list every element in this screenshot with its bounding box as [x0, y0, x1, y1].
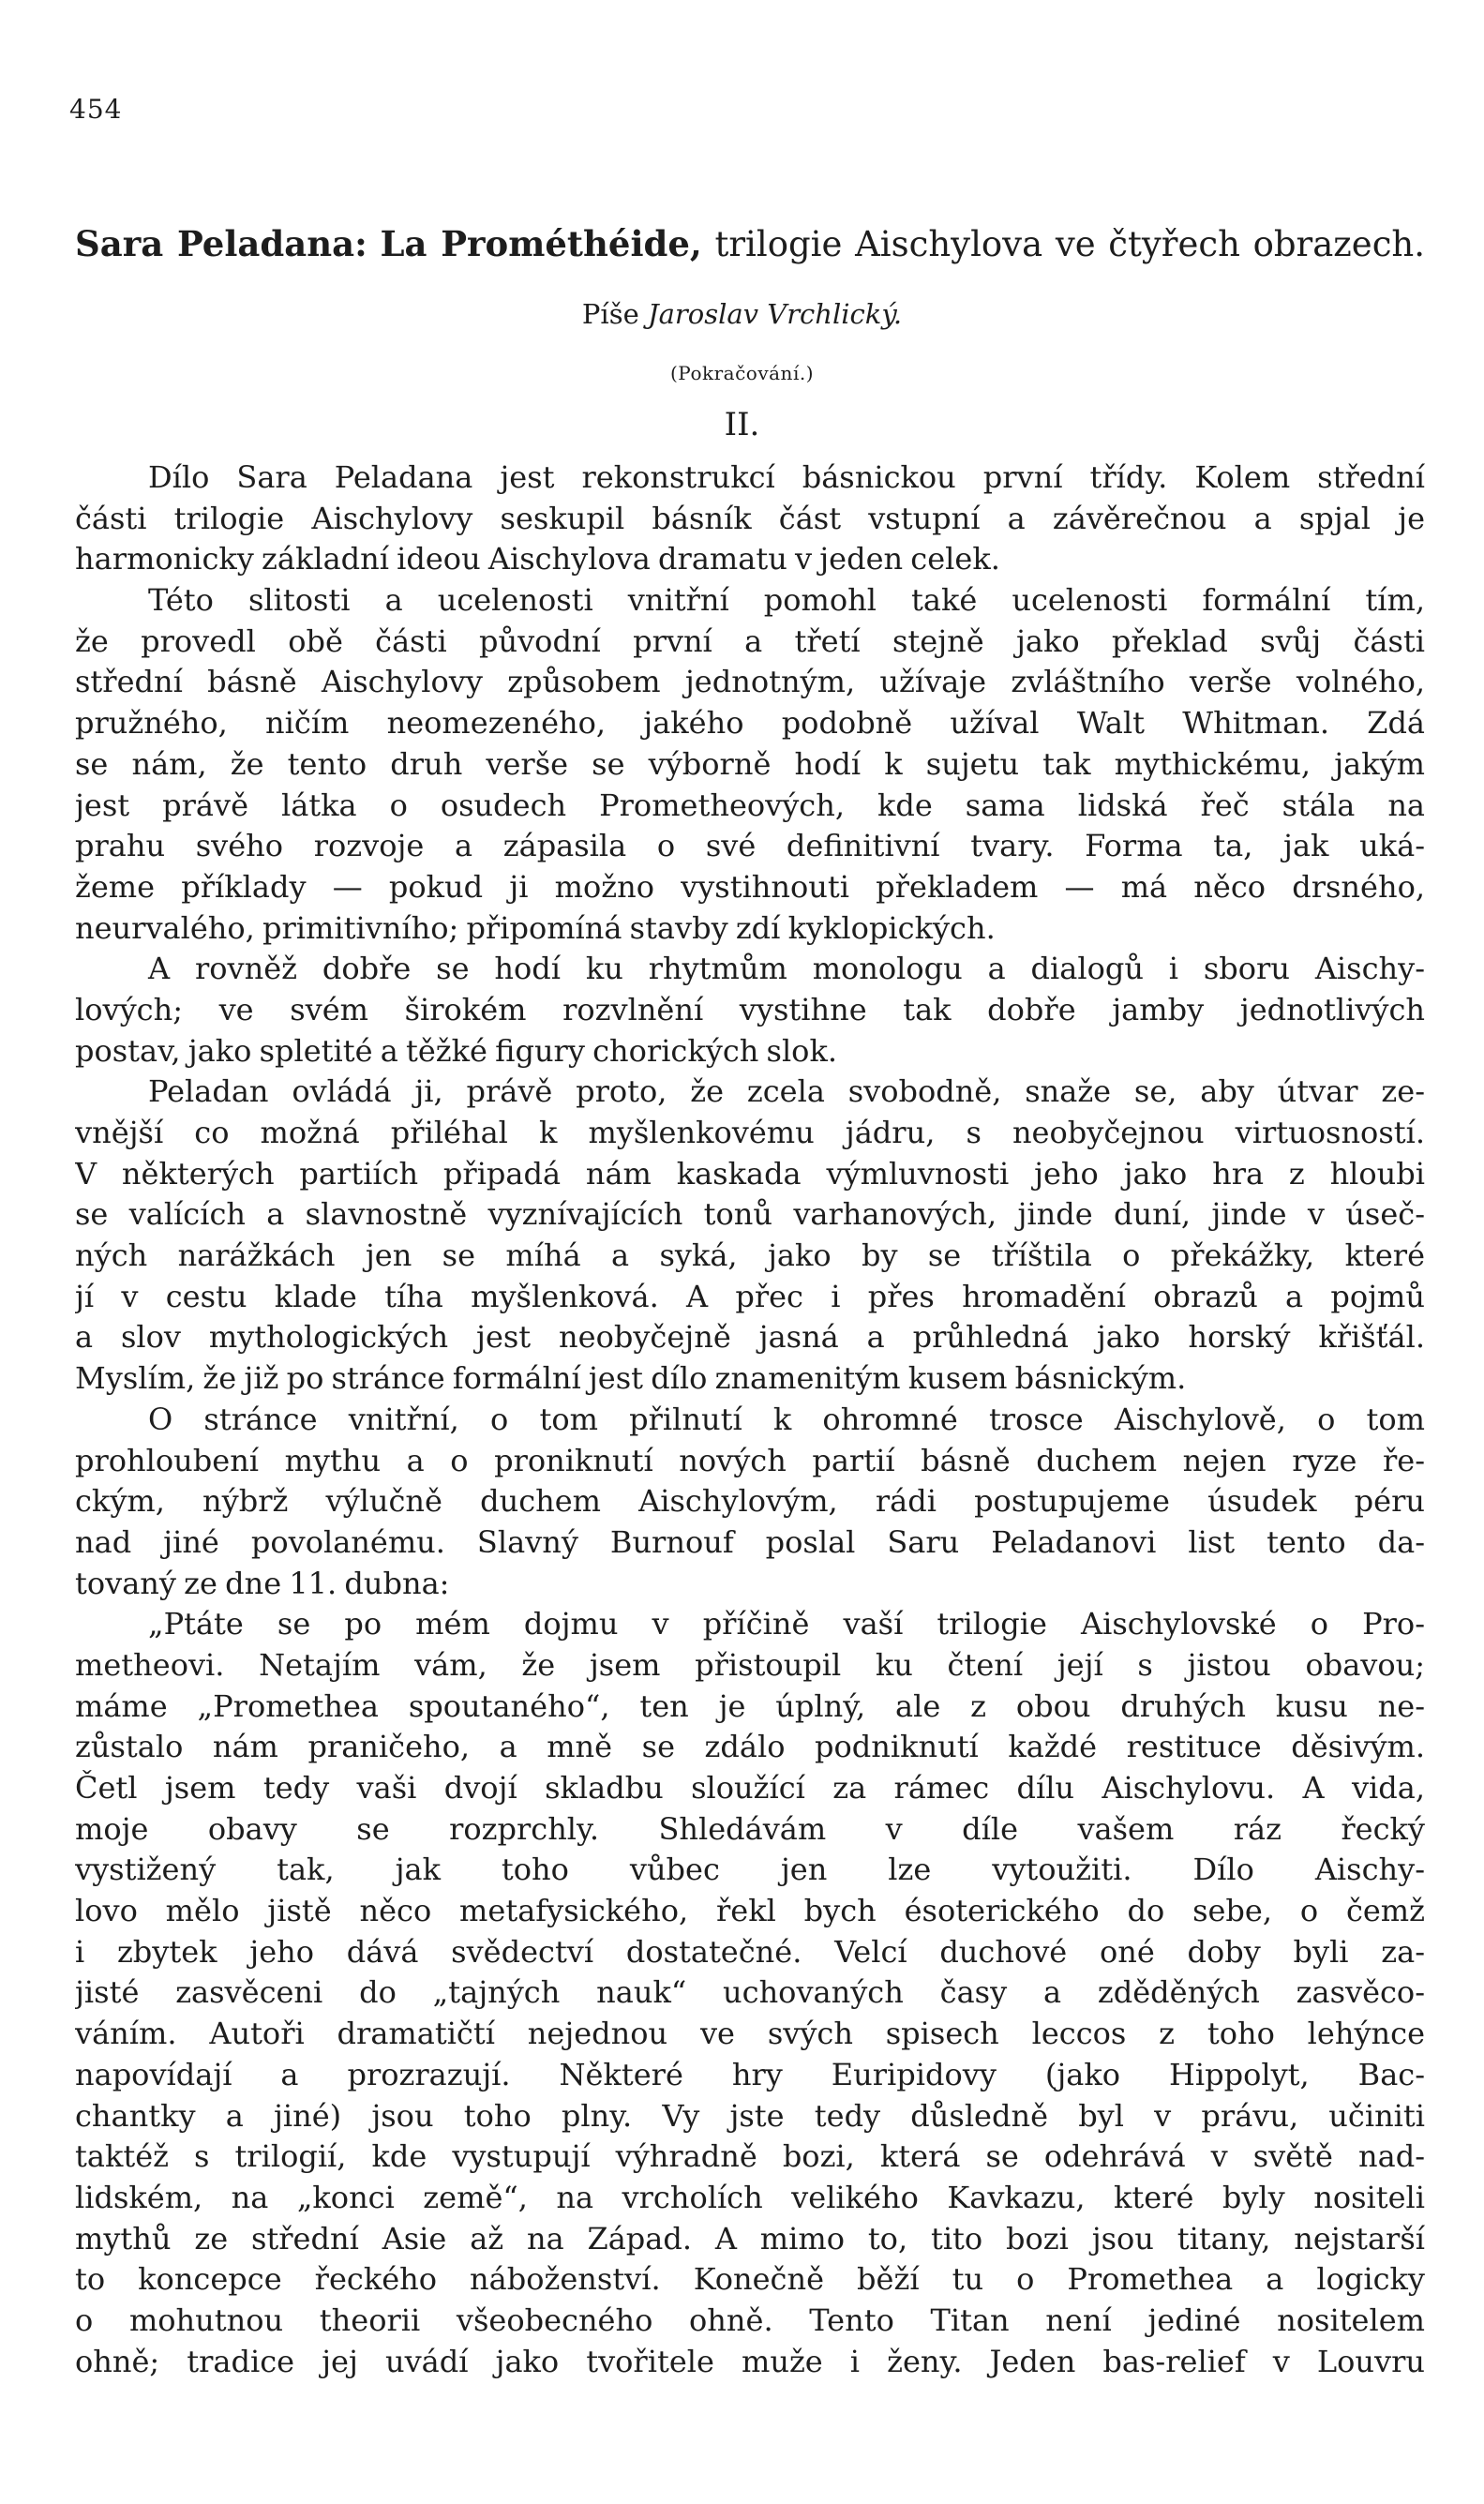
- text-line: zůstalo nám praničeho, a mně se zdálo podniknutí každé restituce děsivým.: [75, 1729, 1425, 1765]
- text-line: prahu svého rozvoje a zápasila o své definitivní tvary. Forma ta, jak uká-: [75, 828, 1425, 864]
- text-line: váním. Autoři dramatičtí nejednou ve svých spisech leccos z toho lehýnce: [75, 2016, 1425, 2052]
- text-line: V některých partiích připadá nám kaskada výmluvnosti jeho jako hra z hloubi: [75, 1155, 1425, 1192]
- text-line: máme „Promethea spoutaného“, ten je úplný, ale z obou druhých kusu ne-: [75, 1687, 1425, 1724]
- text-line: neurvalého, primitivního; připomíná stavby zdí kyklopických.: [75, 909, 996, 946]
- page-number: 454: [69, 94, 123, 125]
- text-line: lových; ve svém širokém rozvlnění vystihne tak dobře jamby jednotlivých: [75, 991, 1425, 1027]
- title-separator: :: [354, 223, 367, 264]
- text-line: Myslím, že již po stránce formální jest dílo znamenitým kusem básnickým.: [75, 1360, 1187, 1397]
- text-line: o mohutnou theorii všeobecného ohně. Tento Titan není jediné nositelem: [75, 2302, 1425, 2338]
- text-line: a slov mythologických jest neobyčejně jasná a průhledná jako horský křišťál.: [75, 1319, 1425, 1356]
- text-line: A rovněž dobře se hodí ku rhytmům monologu a dialogů i sboru Aischy-: [148, 951, 1425, 987]
- text-line: lovo mělo jistě něco metafysického, řekl bych ésoterického do sebe, o čemž: [75, 1893, 1425, 1929]
- text-line: žeme příklady — pokud ji možno vystihnouti překladem — má něco drsného,: [75, 868, 1425, 905]
- section-number: II.: [724, 406, 760, 443]
- text-line: ohně; tradice jej uvádí jako tvořitele muže i ženy. Jeden bas-relief v Louvru: [75, 2343, 1425, 2379]
- text-line: Četl jsem tedy vaši dvojí skladbu sloužící za rámec dílu Aischylovu. A vida,: [75, 1770, 1425, 1806]
- text-line: napovídají a prozrazují. Některé hry Euripidovy (jako Hippolyt, Bac-: [75, 2056, 1425, 2092]
- text-line: chantky a jiné) jsou toho plny. Vy jste tedy důsledně byl v právu, učiniti: [75, 2097, 1425, 2134]
- text-line: pružného, ničím neomezeného, jakého podobně užíval Walt Whitman. Zdá: [75, 705, 1425, 742]
- text-line: prohloubení mythu a o proniknutí nových partií básně duchem nejen ryze ře-: [75, 1442, 1425, 1478]
- text-line: ných narážkách jen se míhá a syká, jako by se tříštila o překážky, které: [75, 1237, 1425, 1274]
- article-body: [75, 457, 1425, 2382]
- text-line: i zbytek jeho dává svědectví dostatečné. Velcí duchové oné doby byli za-: [75, 1933, 1425, 1970]
- byline-prefix: Píše: [581, 298, 639, 330]
- text-line: vnější co možná přiléhal k myšlenkovému jádru, s neobyčejnou virtuosností.: [75, 1115, 1425, 1150]
- text-line: O stránce vnitřní, o tom přilnutí k ohromné trosce Aischylově, o tom: [148, 1401, 1425, 1437]
- text-line: nad jiné povolanému. Slavný Burnouf poslal Saru Peladanovi list tento da-: [75, 1523, 1425, 1560]
- text-line: střední básně Aischylovy způsobem jednotným, užívaje zvláštního verše volného,: [75, 664, 1425, 700]
- article-title: [75, 223, 1425, 264]
- text-line: jisté zasvěceni do „tajných nauk“ uchovaných časy a zděděných zasvěco-: [75, 1974, 1425, 2011]
- text-line: Této slitosti a ucelenosti vnitřní pomohl také ucelenosti formální tím,: [148, 582, 1425, 619]
- text-line: Peladan ovládá ji, právě proto, že zcela svobodně, snaže se, aby útvar ze-: [148, 1073, 1425, 1110]
- text-line: to koncepce řeckého náboženství. Konečně běží tu o Promethea a logicky: [75, 2261, 1425, 2298]
- text-line: tovaný ze dne 11. dubna:: [75, 1565, 450, 1601]
- byline-author: Jaroslav Vrchlický.: [647, 298, 903, 330]
- text-line: metheovi. Netajím vám, že jsem přistoupil ku čtení její s jistou obavou;: [75, 1646, 1425, 1683]
- text-line: harmonicky základní ideou Aischylova dramatu v jeden celek.: [75, 541, 1000, 577]
- text-line: se valících a slavnostně vyznívajících tonů varhanových, jinde duní, jinde v úseč-: [75, 1196, 1425, 1233]
- text-line: jí v cestu klade tíha myšlenková. A přec i přes hromadění obrazů a pojmů: [75, 1278, 1425, 1314]
- text-line: se nám, že tento druh verše se výborně hodí k sujetu tak mythickému, jakým: [75, 745, 1425, 782]
- byline: [0, 298, 1484, 330]
- text-line: taktéž s trilogií, kde vystupují výhradně bozi, která se odehrává v světě nad-: [75, 2138, 1425, 2175]
- title-author-name: Sara Peladana: [75, 223, 355, 264]
- title-work: La Prométhéide,: [380, 223, 702, 264]
- continuation-note: (Pokračování.): [670, 362, 814, 384]
- text-line: „Ptáte se po mém dojmu v příčině vaší trilogie Aischylovské o Pro-: [148, 1606, 1425, 1642]
- text-line: ckým, nýbrž výlučně duchem Aischylovým, rádi postupujeme úsudek péru: [75, 1483, 1425, 1520]
- text-line: lidském, na „konci země“, na vrcholích velikého Kavkazu, které byly nositeli: [75, 2179, 1425, 2215]
- text-line: postav, jako spletité a těžké figury chorických slok.: [75, 1032, 837, 1069]
- text-line: mythů ze střední Asie až na Západ. A mimo to, tito bozi jsou titany, nejstarší: [75, 2220, 1425, 2257]
- text-line: moje obavy se rozprchly. Shledávám v díle vašem ráz řecký: [75, 1810, 1425, 1847]
- text-line: části trilogie Aischylovy seskupil básník část vstupní a závěrečnou a spjal je: [75, 500, 1425, 536]
- title-rest: trilogie Aischylova ve čtyřech obrazech.: [714, 224, 1426, 264]
- text-line: jest právě látka o osudech Prometheových, kde sama lidská řeč stála na: [75, 787, 1425, 823]
- text-line: Dílo Sara Peladana jest rekonstrukcí básnickou první třídy. Kolem střední: [148, 459, 1425, 495]
- text-line: vystižený tak, jak toho vůbec jen lze vytoužiti. Dílo Aischy-: [75, 1852, 1425, 1888]
- text-line: že provedl obě části původní první a třetí stejně jako překlad svůj části: [75, 622, 1425, 659]
